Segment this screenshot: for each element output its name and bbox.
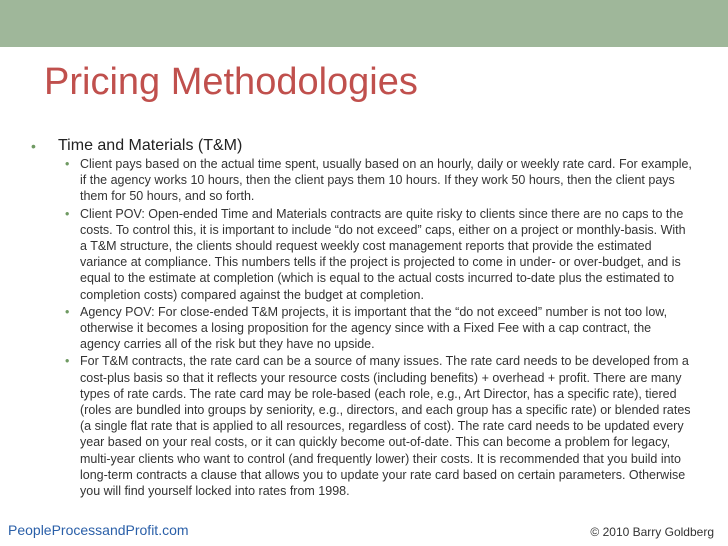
list-item (62, 156, 692, 205)
bullet-dot-icon: • (65, 354, 70, 369)
bullet-dot-icon: • (65, 157, 70, 171)
bullet-dot-icon: • (65, 206, 70, 221)
sub-bullet-list (62, 156, 692, 500)
footer-copyright: © 2010 Barry Goldberg (590, 525, 714, 539)
slide-title: Pricing Methodologies (44, 61, 418, 103)
bullet-level1-text: Time and Materials (T&M) (58, 137, 243, 154)
list-item-text: Agency POV: For close-ended T&M projects, it is important that the “do not exceed” number is not too low, otherwise it becomes a losing proposition for the agency since with a Fixed Fee with a cap contract, the agency carries all of the risk but they have no upside. (80, 304, 668, 352)
bullet-dot-icon: • (65, 304, 70, 319)
list-item (62, 206, 692, 303)
list-item-text: Client POV: Open-ended Time and Materials contracts are quite risky to clients since there are no caps to the costs. To control this, it is important to include “do not exceed” caps, either on a project or monthly-basis. With a T&M structure, the clients should request weekly cost management reports that provide the estimated variance at compliance. This numbers tells if the project is projected to come in under- or over-budget, and is equal to the estimate at completion (which is equal to the actual costs incurred to-date plus the estimated to completion costs) compared against the budget at completion. (80, 206, 686, 302)
list-item (62, 353, 692, 499)
bullet-level1 (31, 136, 243, 156)
list-item-text: Client pays based on the actual time spent, usually based on an hourly, daily or weekly rate card. For example, if the agency works 10 hours, then the client pays them 10 hours. If they work 50 hours, then the client pays them for 50 hours, and so forth. (80, 157, 692, 204)
header-bar (0, 0, 728, 47)
bullet-dot-icon: • (31, 138, 36, 154)
footer-site-link[interactable]: PeopleProcessandProfit.com (8, 522, 189, 538)
list-item (62, 304, 692, 353)
list-item-text: For T&M contracts, the rate card can be a source of many issues. The rate card needs to be developed from a cost-plus basis so that it reflects your resource costs (including benefits) + overhead + profit. There are many types of rate cards. The rate card may be role-based (each role, e.g., Art Director, has a specific rate), tiered (roles are bundled into groups by seniority, e.g., directors, and each group has a specific rate) or blended rates (a single flat rate that is applied to all resources, regardless of cost). The rate card needs to be updated every year based on your real costs, or it can quickly become out-of-date. This can become a problem for legacy, multi-year clients who want to control (and frequently lower) their costs. It is recommended that you build into long-term contracts a clause that allows you to update your rate card based on certain parameters. Otherwise you will find yourself locked into rates from 1998. (80, 354, 691, 499)
